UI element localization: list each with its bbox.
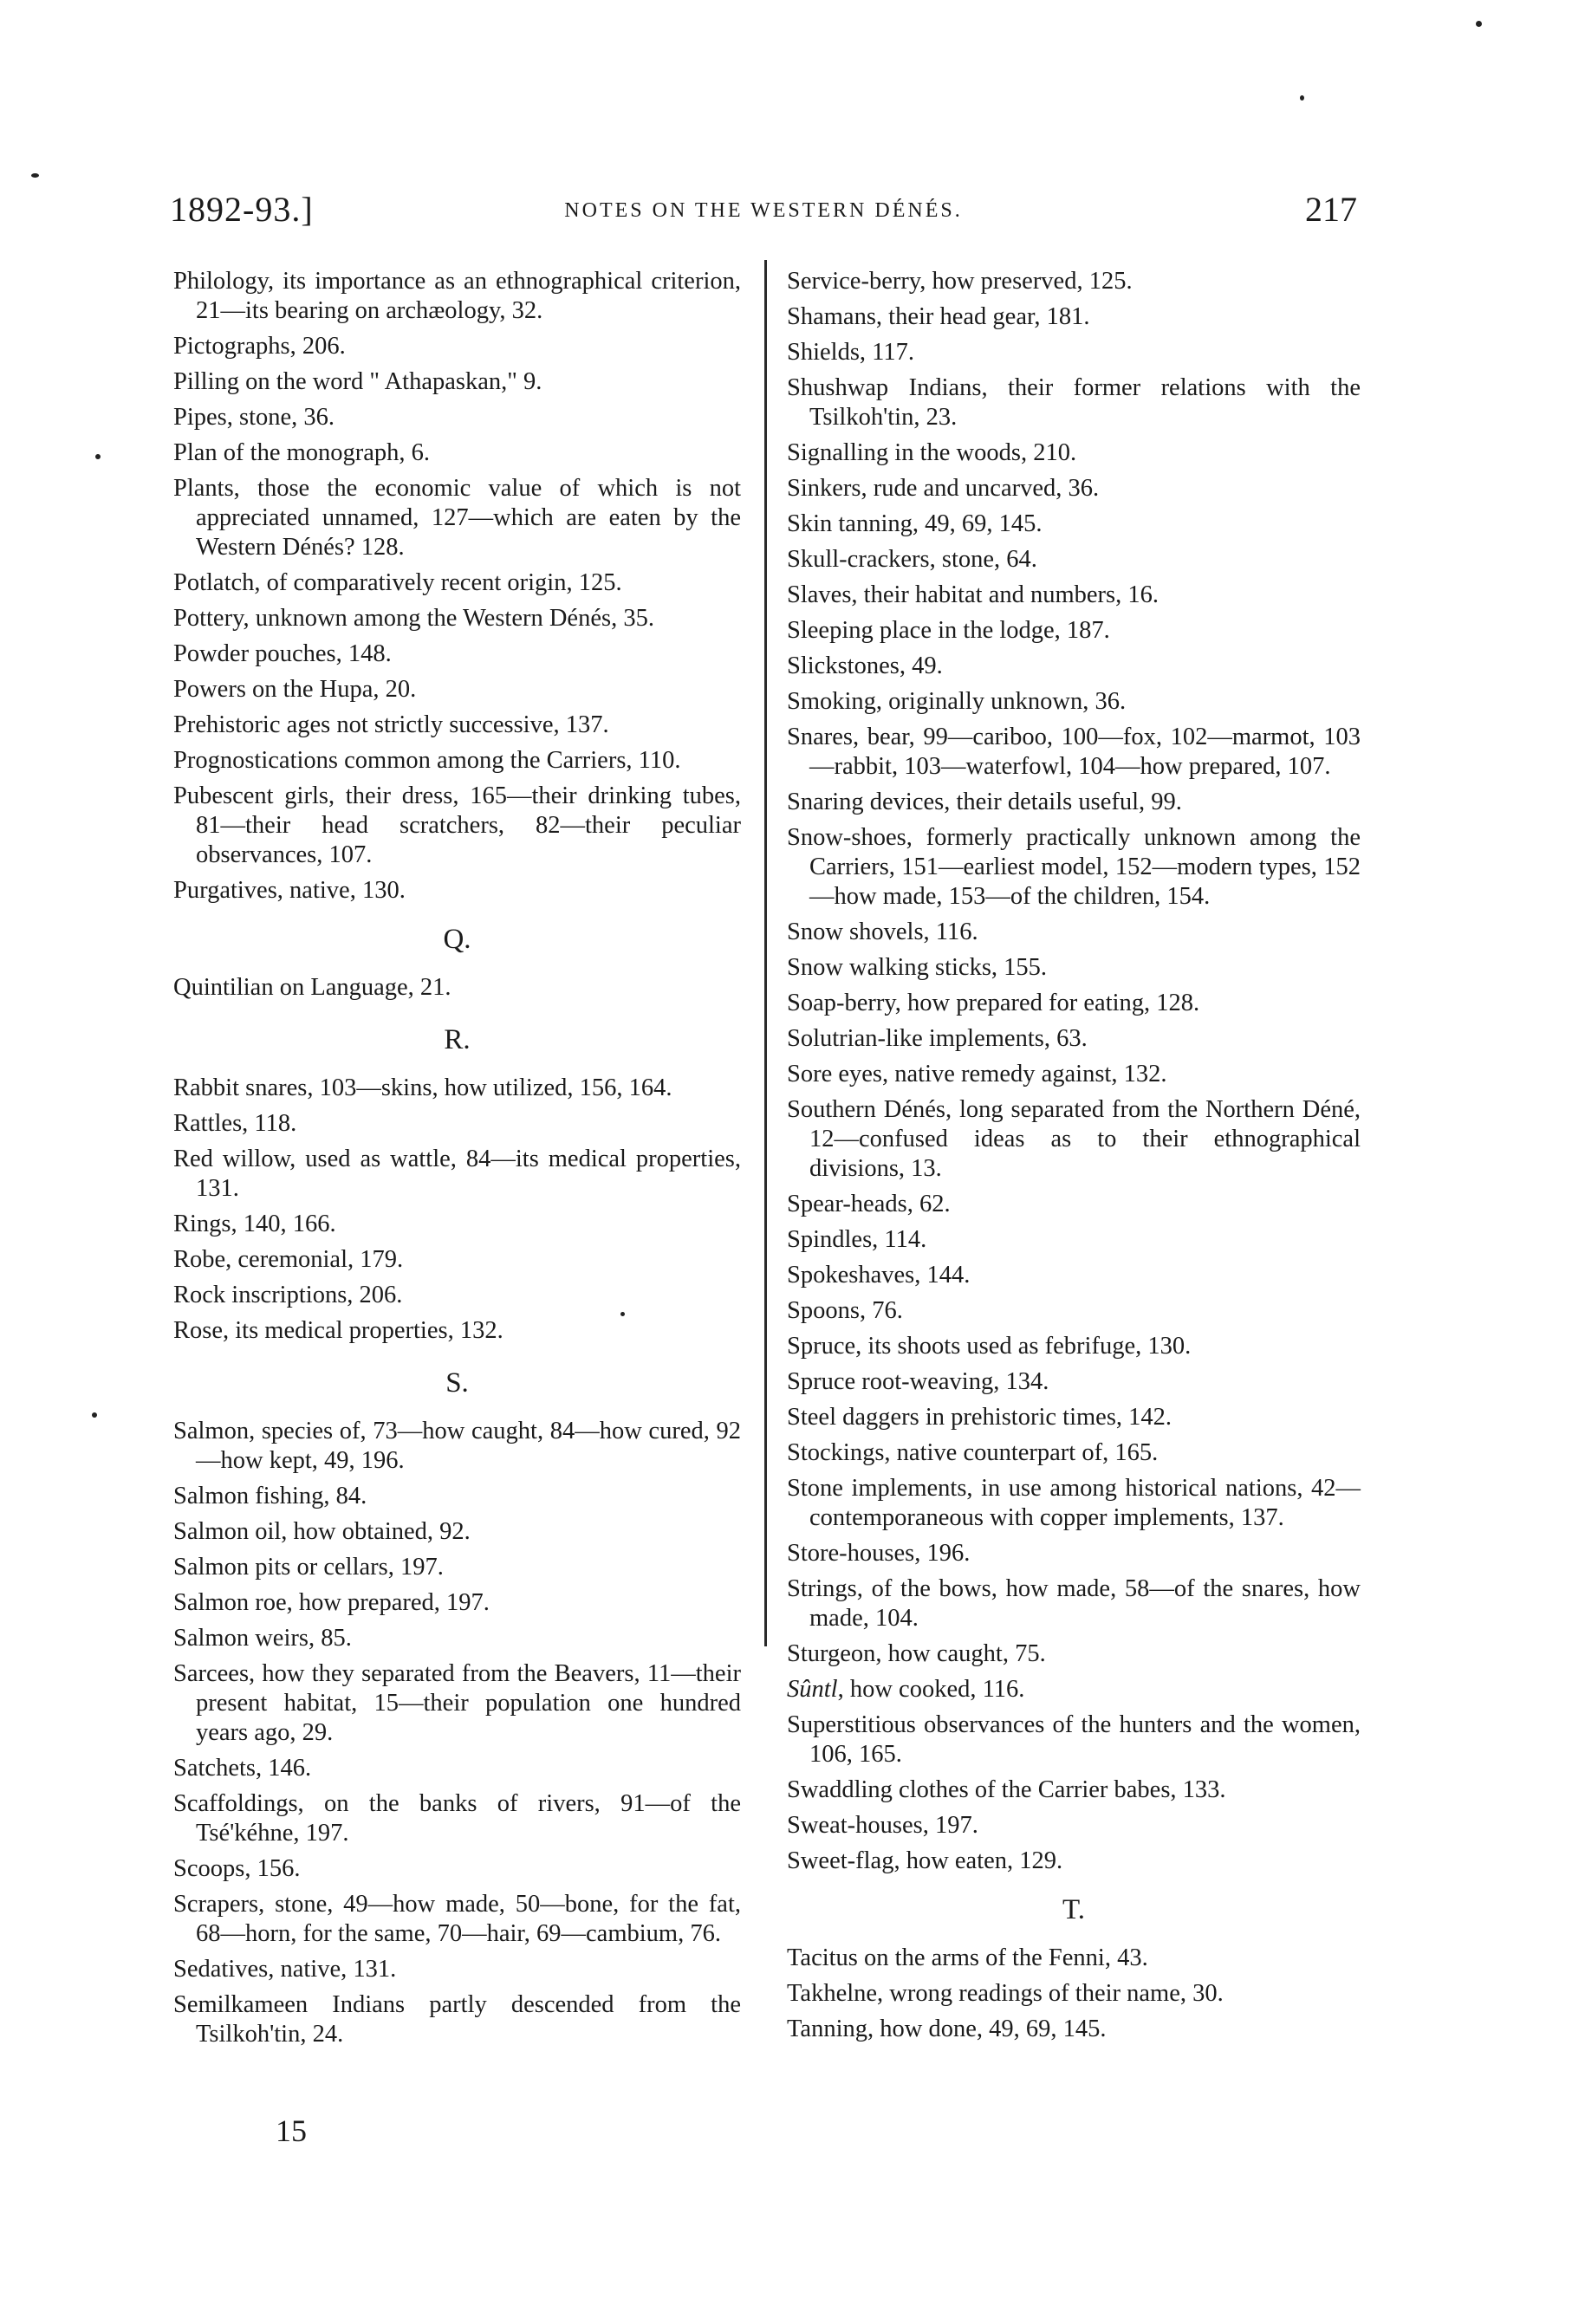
index-entry: Semilkameen Indians partly descended from the Tsilkoh'tin, 24. (173, 1991, 741, 2048)
index-entry: Quintilian on Language, 21. (173, 974, 451, 1001)
index-entry: Spoons, 76. (787, 1297, 903, 1324)
scan-speck (1300, 95, 1304, 101)
column-rule (764, 260, 767, 1646)
index-entry: Spindles, 114. (787, 1226, 927, 1253)
index-entry: Swaddling clothes of the Carrier babes, 133. (787, 1776, 1226, 1803)
index-entry: Spear-heads, 62. (787, 1191, 951, 1217)
index-entry: Rings, 140, 166. (173, 1211, 336, 1237)
index-entry: Steel daggers in prehistoric times, 142. (787, 1404, 1173, 1431)
index-entry: Snow shovels, 116. (787, 919, 978, 945)
index-entry: Scaffoldings, on the banks of rivers, 91—of the Tsé'kéhne, 197. (173, 1790, 741, 1847)
index-entry: Rose, its medical properties, 132. (173, 1317, 503, 1344)
index-entry: Stone implements, in use among historical nations, 42—contemporaneous with copper implements, 137. (787, 1475, 1361, 1531)
index-entry: Sedatives, native, 131. (173, 1956, 397, 1983)
index-entry: Pilling on the word " Athapaskan," 9. (173, 368, 542, 395)
index-entry: Scoops, 156. (173, 1855, 301, 1882)
running-header (170, 189, 1357, 241)
section-letter: S. (445, 1367, 469, 1399)
index-entry: Pictographs, 206. (173, 333, 346, 360)
index-entry: Salmon roe, how prepared, 197. (173, 1589, 490, 1616)
header-year: 1892-93.] (170, 190, 314, 229)
header-title: NOTES ON THE WESTERN DÉNÉS. (564, 199, 963, 222)
index-entry: Slickstones, 49. (787, 652, 943, 679)
index-entry: Spokeshaves, 144. (787, 1262, 971, 1289)
index-entry: Rock inscriptions, 206. (173, 1282, 403, 1308)
index-entry: Shields, 117. (787, 339, 914, 366)
index-entry: Salmon weirs, 85. (173, 1625, 352, 1652)
index-entry: Robe, ceremonial, 179. (173, 1246, 404, 1273)
index-entry: Purgatives, native, 130. (173, 877, 406, 904)
index-entry: Pipes, stone, 36. (173, 404, 335, 431)
index-entry: Prehistoric ages not strictly successive, 137. (173, 711, 609, 738)
index-entry: Sturgeon, how caught, 75. (787, 1640, 1046, 1667)
index-entry: Skin tanning, 49, 69, 145. (787, 510, 1043, 537)
index-entry: Tacitus on the arms of the Fenni, 43. (787, 1944, 1148, 1971)
scan-speck (620, 1312, 625, 1316)
index-entry: Salmon pits or cellars, 197. (173, 1554, 444, 1581)
index-entry: Snaring devices, their details useful, 99. (787, 789, 1182, 815)
index-column-left (173, 267, 741, 2055)
index-entry: Philology, its importance as an ethnographical criterion, 21—its bearing on archæology, 32. (173, 268, 741, 324)
index-entry: Sarcees, how they separated from the Beavers, 11—their present habitat, 15—their population one hundred years ago, 29. (173, 1660, 741, 1746)
index-entry: Southern Dénés, long separated from the Northern Déné, 12—confused ideas as to their ethnographical divisions, 13. (787, 1096, 1361, 1182)
index-entry: Snares, bear, 99—cariboo, 100—fox, 102—marmot, 103—rabbit, 103—waterfowl, 104—how prepared, 107. (787, 724, 1361, 780)
index-entry: Spruce, its shoots used as febrifuge, 130. (787, 1333, 1192, 1360)
index-entry: Store-houses, 196. (787, 1540, 971, 1567)
index-entry: Skull-crackers, stone, 64. (787, 546, 1037, 573)
index-entry: Salmon, species of, 73—how caught, 84—how cured, 92—how kept, 49, 196. (173, 1418, 741, 1474)
index-entry: Solutrian-like implements, 63. (787, 1025, 1088, 1052)
index-entry: Powder pouches, 148. (173, 640, 392, 667)
index-entry: Sweet-flag, how eaten, 129. (787, 1847, 1063, 1874)
signature-mark: 15 (276, 2113, 307, 2148)
index-entry: Takhelne, wrong readings of their name, 30. (787, 1980, 1224, 2007)
index-entry: Sleeping place in the lodge, 187. (787, 617, 1110, 644)
index-column-right (787, 267, 1361, 2050)
index-entry: Rattles, 118. (173, 1110, 297, 1137)
index-entry: Scrapers, stone, 49—how made, 50—bone, for the fat, 68—horn, for the same, 70—hair, 69—cambium, 76. (173, 1891, 741, 1947)
index-entry: Shamans, their head gear, 181. (787, 303, 1090, 330)
index-entry: Service-berry, how preserved, 125. (787, 268, 1133, 295)
scan-speck (31, 173, 39, 178)
index-entry: Pubescent girls, their dress, 165—their drinking tubes, 81—their head scratchers, 82—their peculiar observances, 107. (173, 782, 741, 868)
index-entry: Red willow, used as wattle, 84—its medical properties, 131. (173, 1146, 741, 1202)
scan-speck (1476, 21, 1482, 27)
index-entry: Shushwap Indians, their former relations with the Tsilkoh'tin, 23. (787, 374, 1361, 431)
index-entry: Smoking, originally unknown, 36. (787, 688, 1127, 715)
index-entry: Potlatch, of comparatively recent origin, 125. (173, 569, 622, 596)
scan-speck (92, 1412, 97, 1418)
index-entry: Salmon fishing, 84. (173, 1483, 367, 1509)
index-entry: Tanning, how done, 49, 69, 145. (787, 2016, 1107, 2042)
index-entry: Powers on the Hupa, 20. (173, 676, 417, 703)
index-entry: Stockings, native counterpart of, 165. (787, 1439, 1159, 1466)
scan-speck (95, 454, 101, 459)
index-entry: Snow walking sticks, 155. (787, 954, 1048, 981)
index-entry: Satchets, 146. (173, 1755, 312, 1782)
section-letter: R. (444, 1024, 471, 1055)
index-entry: Rabbit snares, 103—skins, how utilized, 156, 164. (173, 1074, 672, 1101)
index-entry: Plan of the monograph, 6. (173, 439, 431, 466)
section-letter: T. (1062, 1894, 1085, 1925)
index-entry: Superstitious observances of the hunters and the women, 106, 165. (787, 1711, 1361, 1768)
index-entry: Spruce root-weaving, 134. (787, 1368, 1049, 1395)
page-number: 217 (1305, 190, 1357, 229)
index-entry: Strings, of the bows, how made, 58—of the snares, how made, 104. (787, 1575, 1361, 1632)
index-entry: Plants, those the economic value of which is not appreciated unnamed, 127—which are eaten by the Western Dénés? 128. (173, 475, 741, 561)
index-entry: Slaves, their habitat and numbers, 16. (787, 581, 1159, 608)
index-entry: Sweat-houses, 197. (787, 1812, 978, 1839)
index-entry: Pottery, unknown among the Western Dénés, 35. (173, 605, 654, 632)
index-entry: Salmon oil, how obtained, 92. (173, 1518, 471, 1545)
index-entry: Sinkers, rude and uncarved, 36. (787, 475, 1100, 502)
index-entry: Snow-shoes, formerly practically unknown among the Carriers, 151—earliest model, 152—modern types, 152—how made, 153—of the children, 154. (787, 824, 1361, 910)
index-entry: Sore eyes, native remedy against, 132. (787, 1061, 1167, 1087)
index-entry: Sûntl, how cooked, 116. (787, 1676, 1025, 1703)
section-letter: Q. (443, 924, 471, 955)
italic-term: Sûntl (787, 1676, 838, 1703)
index-entry: Soap-berry, how prepared for eating, 128. (787, 990, 1200, 1016)
index-entry: Signalling in the woods, 210. (787, 439, 1077, 466)
index-entry: Prognostications common among the Carriers, 110. (173, 747, 681, 774)
